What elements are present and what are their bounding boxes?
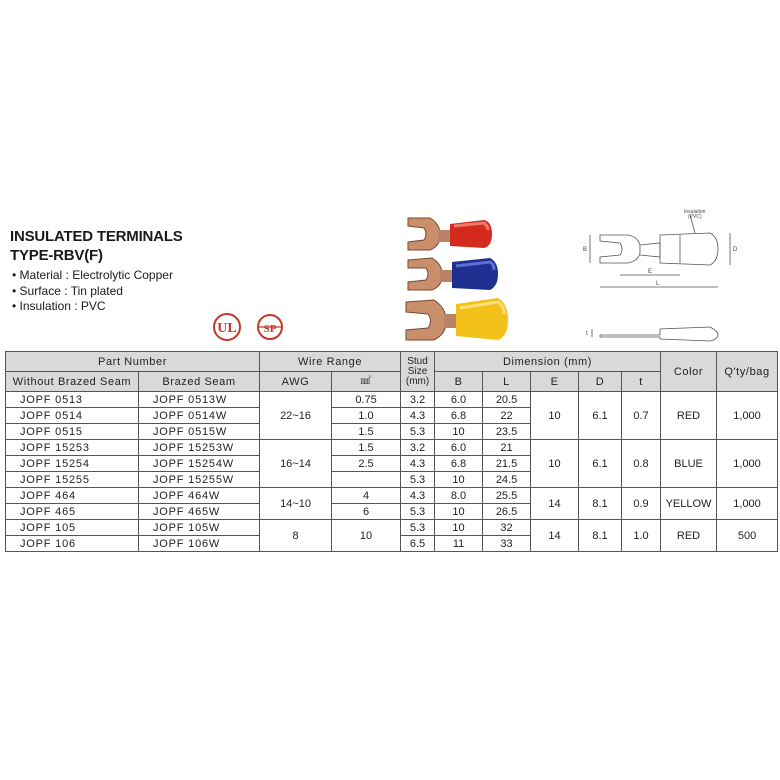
color-value: RED [661, 392, 717, 440]
table-row [6, 520, 778, 536]
t-value: 1.0 [622, 520, 661, 552]
part-number: JOPF 15253 [6, 440, 139, 456]
stud-value: 3.2 [401, 440, 435, 456]
color-value: YELLOW [661, 488, 717, 520]
l-value: 24.5 [483, 472, 531, 488]
brazed-part-number: JOPF 106W [139, 536, 260, 552]
spec-table [5, 351, 778, 552]
product-type: TYPE-RBV(F) [10, 247, 103, 264]
d-value: 8.1 [579, 520, 622, 552]
awg-value: 14~10 [260, 488, 332, 520]
b-value: 11 [435, 536, 483, 552]
b-value: 10 [435, 472, 483, 488]
l-value: 22 [483, 408, 531, 424]
brazed-part-number: JOPF 465W [139, 504, 260, 520]
stud-value: 6.5 [401, 536, 435, 552]
t-value: 0.8 [622, 440, 661, 488]
mm2-value: 1.5 [332, 440, 401, 456]
brazed-part-number: JOPF 105W [139, 520, 260, 536]
header-stud-size: Stud Size (mm) [401, 352, 435, 392]
brazed-part-number: JOPF 464W [139, 488, 260, 504]
qty-value: 1,000 [717, 488, 778, 520]
svg-text:UL: UL [217, 321, 237, 336]
header-e: E [531, 372, 579, 392]
l-value: 32 [483, 520, 531, 536]
stud-value: 4.3 [401, 408, 435, 424]
dimension-drawing [580, 205, 750, 350]
stud-value: 4.3 [401, 488, 435, 504]
awg-value: 22~16 [260, 392, 332, 440]
part-number: JOPF 0514 [6, 408, 139, 424]
mm2-value: 10 [332, 520, 401, 552]
svg-text:L: L [656, 281, 660, 287]
red-terminal-icon [408, 218, 492, 250]
e-value: 14 [531, 488, 579, 520]
brazed-part-number: JOPF 15255W [139, 472, 260, 488]
d-value: 6.1 [579, 440, 622, 488]
spec-insulation: • Insulation : PVC [12, 299, 173, 315]
mm2-value [332, 472, 401, 488]
color-value: RED [661, 520, 717, 552]
stud-value: 3.2 [401, 392, 435, 408]
header-brazed: Brazed Seam [139, 372, 260, 392]
ul-logo-icon [212, 312, 242, 342]
qty-value: 1,000 [717, 392, 778, 440]
b-value: 6.0 [435, 440, 483, 456]
table-row [6, 488, 778, 504]
brazed-part-number: JOPF 0515W [139, 424, 260, 440]
brazed-part-number: JOPF 15253W [139, 440, 260, 456]
header-color: Color [661, 352, 717, 392]
mm2-value: 1.5 [332, 424, 401, 440]
header-qty: Q'ty/bag [717, 352, 778, 392]
brazed-part-number: JOPF 0513W [139, 392, 260, 408]
header-wire-range: Wire Range [260, 352, 401, 372]
header-dimension: Dimension (mm) [435, 352, 661, 372]
qty-value: 500 [717, 520, 778, 552]
header-t: t [622, 372, 661, 392]
t-value: 0.7 [622, 392, 661, 440]
terminals-photo [400, 210, 510, 345]
d-value: 6.1 [579, 392, 622, 440]
b-value: 10 [435, 504, 483, 520]
d-value: 8.1 [579, 488, 622, 520]
svg-text:E: E [648, 269, 653, 275]
part-number: JOPF 15255 [6, 472, 139, 488]
b-value: 8.0 [435, 488, 483, 504]
brazed-part-number: JOPF 0514W [139, 408, 260, 424]
header-b: B [435, 372, 483, 392]
part-number: JOPF 464 [6, 488, 139, 504]
header-mm2: ㎟ [332, 372, 401, 392]
mm2-value: 0.75 [332, 392, 401, 408]
part-number: JOPF 106 [6, 536, 139, 552]
header-without-brazed: Without Brazed Seam [6, 372, 139, 392]
spec-material: • Material : Electrolytic Copper [12, 268, 173, 284]
yellow-terminal-icon [406, 298, 508, 340]
csa-logo-icon [255, 312, 285, 342]
b-value: 6.8 [435, 456, 483, 472]
header-awg: AWG [260, 372, 332, 392]
mm2-value: 1.0 [332, 408, 401, 424]
mm2-value: 2.5 [332, 456, 401, 472]
stud-value: 5.3 [401, 504, 435, 520]
awg-value: 8 [260, 520, 332, 552]
product-title: INSULATED TERMINALS [10, 228, 183, 245]
part-number: JOPF 105 [6, 520, 139, 536]
table-row [6, 392, 778, 408]
stud-value: 4.3 [401, 456, 435, 472]
svg-text:t: t [586, 331, 588, 337]
e-value: 14 [531, 520, 579, 552]
svg-text:SP: SP [263, 323, 277, 335]
blue-terminal-icon [408, 258, 498, 290]
qty-value: 1,000 [717, 440, 778, 488]
header-d: D [579, 372, 622, 392]
stud-value: 5.3 [401, 424, 435, 440]
mm2-value: 6 [332, 504, 401, 520]
table-row [6, 440, 778, 456]
l-value: 20.5 [483, 392, 531, 408]
b-value: 6.8 [435, 408, 483, 424]
b-value: 6.0 [435, 392, 483, 408]
part-number: JOPF 0513 [6, 392, 139, 408]
part-number: JOPF 15254 [6, 456, 139, 472]
l-value: 21.5 [483, 456, 531, 472]
svg-text:(PVC): (PVC) [688, 214, 702, 220]
awg-value: 16~14 [260, 440, 332, 488]
mm2-value: 4 [332, 488, 401, 504]
b-value: 10 [435, 520, 483, 536]
l-value: 25.5 [483, 488, 531, 504]
l-value: 23.5 [483, 424, 531, 440]
stud-value: 5.3 [401, 520, 435, 536]
color-value: BLUE [661, 440, 717, 488]
e-value: 10 [531, 440, 579, 488]
header-l: L [483, 372, 531, 392]
l-value: 33 [483, 536, 531, 552]
t-value: 0.9 [622, 488, 661, 520]
l-value: 21 [483, 440, 531, 456]
part-number: JOPF 465 [6, 504, 139, 520]
l-value: 26.5 [483, 504, 531, 520]
e-value: 10 [531, 392, 579, 440]
spec-list [12, 268, 173, 315]
svg-text:Insulation: Insulation [684, 209, 706, 215]
b-value: 10 [435, 424, 483, 440]
spec-surface: • Surface : Tin plated [12, 284, 173, 300]
header-part-number: Part Number [6, 352, 260, 372]
stud-value: 5.3 [401, 472, 435, 488]
part-number: JOPF 0515 [6, 424, 139, 440]
svg-text:B: B [583, 247, 588, 253]
brazed-part-number: JOPF 15254W [139, 456, 260, 472]
svg-text:D: D [733, 247, 738, 253]
